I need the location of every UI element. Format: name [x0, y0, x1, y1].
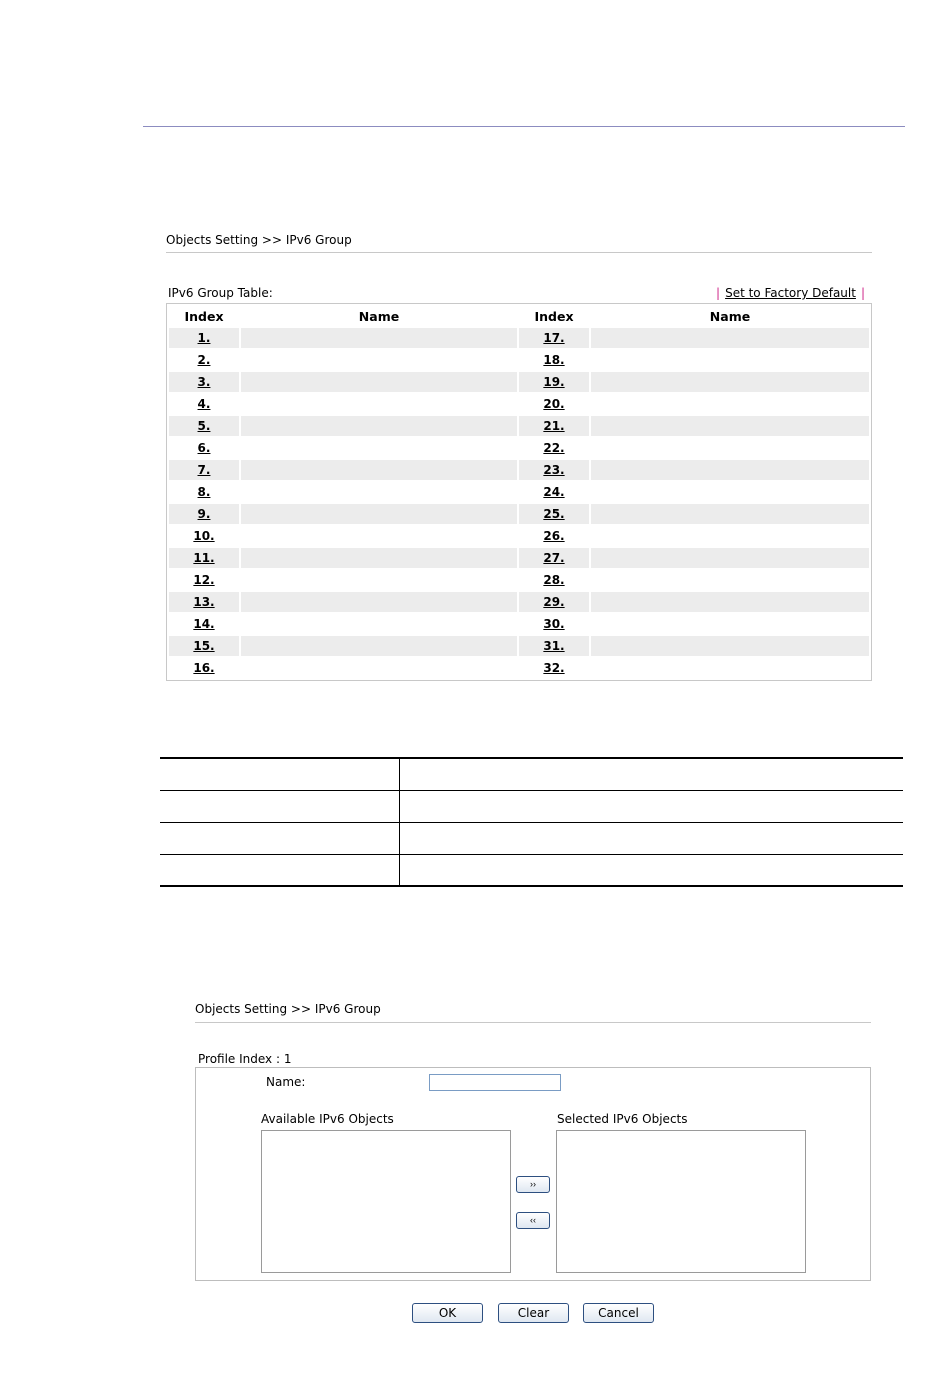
group-name-cell — [591, 548, 869, 570]
group-name-cell — [241, 658, 517, 680]
table-row — [160, 790, 903, 822]
group-name-cell — [591, 614, 869, 636]
ipv6-group-profile-panel — [195, 998, 871, 1281]
separator: | — [716, 286, 721, 300]
group-name-cell — [241, 416, 517, 438]
group-index-link[interactable]: 21. — [543, 419, 565, 433]
clear-button[interactable]: Clear — [498, 1303, 569, 1323]
table-title-row — [166, 283, 872, 303]
index-cell — [169, 372, 239, 394]
index-cell — [169, 438, 239, 460]
column-header-index: Index — [184, 308, 224, 324]
index-cell — [169, 614, 239, 636]
group-name-cell — [241, 570, 517, 592]
index-cell — [519, 328, 589, 350]
table-row — [169, 570, 869, 592]
group-name-cell — [241, 548, 517, 570]
group-name-cell — [591, 482, 869, 504]
index-cell — [169, 460, 239, 482]
available-objects-list[interactable] — [261, 1130, 511, 1273]
table-row — [160, 854, 903, 886]
group-name-cell — [591, 350, 869, 372]
index-cell — [519, 350, 589, 372]
table-row — [169, 416, 869, 438]
group-name-cell — [591, 570, 869, 592]
top-rule — [143, 126, 905, 127]
cancel-button[interactable]: Cancel — [583, 1303, 654, 1323]
group-index-link[interactable]: 23. — [543, 463, 565, 477]
profile-form-box — [195, 1067, 871, 1281]
group-index-link[interactable]: 10. — [193, 529, 215, 543]
group-name-cell — [241, 526, 517, 548]
group-index-link[interactable]: 8. — [197, 485, 211, 499]
index-cell — [169, 636, 239, 658]
table-row — [160, 822, 903, 854]
group-index-link[interactable]: 6. — [197, 441, 211, 455]
group-index-link[interactable]: 14. — [193, 617, 215, 631]
set-factory-default-link[interactable]: Set to Factory Default — [725, 286, 856, 300]
table-row — [169, 592, 869, 614]
table-row — [169, 372, 869, 394]
group-name-cell — [241, 614, 517, 636]
index-cell — [169, 526, 239, 548]
group-index-link[interactable]: 19. — [543, 375, 565, 389]
group-index-link[interactable]: 13. — [193, 595, 215, 609]
available-objects-label: Available IPv6 Objects — [261, 1112, 394, 1126]
table-row — [169, 658, 869, 680]
group-index-link[interactable]: 29. — [543, 595, 565, 609]
group-index-link[interactable]: 17. — [543, 331, 565, 345]
table-title: IPv6 Group Table: — [168, 286, 273, 300]
index-cell — [169, 570, 239, 592]
factory-default-group — [711, 283, 870, 303]
group-index-link[interactable]: 28. — [543, 573, 565, 587]
group-name-cell — [241, 372, 517, 394]
index-cell — [519, 416, 589, 438]
group-name-cell — [591, 504, 869, 526]
table-row — [169, 328, 869, 350]
table-row — [169, 438, 869, 460]
add-object-button[interactable]: ›› — [516, 1176, 550, 1193]
group-name-cell — [241, 460, 517, 482]
index-cell — [169, 504, 239, 526]
group-index-link[interactable]: 12. — [193, 573, 215, 587]
index-cell — [519, 658, 589, 680]
name-label: Name: — [266, 1075, 306, 1089]
index-cell — [169, 328, 239, 350]
group-index-link[interactable]: 5. — [197, 419, 211, 433]
selected-objects-list[interactable] — [556, 1130, 806, 1273]
group-name-cell — [591, 394, 869, 416]
group-name-cell — [241, 636, 517, 658]
group-name-cell — [241, 350, 517, 372]
group-index-link[interactable]: 2. — [197, 353, 211, 367]
description-table — [160, 757, 903, 887]
group-name-cell — [591, 372, 869, 394]
group-name-cell — [591, 460, 869, 482]
table-row — [169, 548, 869, 570]
table-row — [169, 504, 869, 526]
index-cell — [519, 372, 589, 394]
ipv6-group-table-panel — [166, 230, 872, 681]
index-cell — [519, 548, 589, 570]
table-row — [169, 482, 869, 504]
table-row — [169, 394, 869, 416]
group-name-cell — [241, 328, 517, 350]
group-name-cell — [591, 658, 869, 680]
index-cell — [519, 592, 589, 614]
table-row — [169, 350, 869, 372]
table-row — [169, 526, 869, 548]
table-header-row — [169, 304, 869, 328]
index-cell — [519, 460, 589, 482]
group-name-cell — [241, 394, 517, 416]
group-index-link[interactable]: 9. — [197, 507, 211, 521]
index-cell — [519, 504, 589, 526]
index-cell — [169, 394, 239, 416]
group-index-link[interactable]: 1. — [197, 331, 211, 345]
group-index-link[interactable]: 31. — [543, 639, 565, 653]
group-index-link[interactable]: 15. — [193, 639, 215, 653]
group-name-cell — [241, 592, 517, 614]
group-name-cell — [241, 482, 517, 504]
group-name-cell — [591, 438, 869, 460]
column-header-name: Name — [358, 308, 400, 324]
group-name-cell — [591, 592, 869, 614]
table-row — [160, 758, 903, 790]
index-cell — [519, 570, 589, 592]
index-cell — [519, 482, 589, 504]
table-row — [169, 614, 869, 636]
group-index-link[interactable]: 4. — [197, 397, 211, 411]
index-cell — [169, 416, 239, 438]
index-cell — [169, 482, 239, 504]
ok-button[interactable]: OK — [412, 1303, 483, 1323]
index-cell — [519, 636, 589, 658]
group-name-cell — [591, 328, 869, 350]
group-index-link[interactable]: 27. — [543, 551, 565, 565]
index-cell — [169, 658, 239, 680]
index-cell — [169, 350, 239, 372]
group-name-cell — [241, 438, 517, 460]
remove-object-button[interactable]: ‹‹ — [516, 1212, 550, 1229]
group-index-link[interactable]: 26. — [543, 529, 565, 543]
group-index-link[interactable]: 7. — [197, 463, 211, 477]
column-header-name: Name — [709, 308, 751, 324]
table-row — [169, 636, 869, 658]
index-cell — [519, 394, 589, 416]
group-index-link[interactable]: 32. — [543, 661, 565, 675]
name-input[interactable] — [429, 1074, 561, 1091]
group-index-link[interactable]: 18. — [543, 353, 565, 367]
group-name-cell — [591, 416, 869, 438]
group-index-link[interactable]: 20. — [543, 397, 565, 411]
ipv6-group-table — [166, 303, 872, 681]
group-name-cell — [591, 636, 869, 658]
profile-index: Profile Index : 1 — [198, 1052, 292, 1066]
group-name-cell — [241, 504, 517, 526]
index-cell — [169, 548, 239, 570]
index-cell — [169, 592, 239, 614]
group-index-link[interactable]: 25. — [543, 507, 565, 521]
selected-objects-label: Selected IPv6 Objects — [557, 1112, 688, 1126]
index-cell — [519, 438, 589, 460]
index-cell — [519, 526, 589, 548]
breadcrumb: Objects Setting >> IPv6 Group — [195, 998, 871, 1023]
group-index-link[interactable]: 16. — [193, 661, 215, 675]
separator: | — [860, 286, 865, 300]
group-name-cell — [591, 526, 869, 548]
group-index-link[interactable]: 3. — [197, 375, 211, 389]
group-index-link[interactable]: 22. — [543, 441, 565, 455]
index-cell — [519, 614, 589, 636]
group-index-link[interactable]: 30. — [543, 617, 565, 631]
group-index-link[interactable]: 11. — [193, 551, 215, 565]
column-header-index: Index — [534, 308, 574, 324]
breadcrumb: Objects Setting >> IPv6 Group — [166, 230, 872, 253]
group-index-link[interactable]: 24. — [543, 485, 565, 499]
table-row — [169, 460, 869, 482]
